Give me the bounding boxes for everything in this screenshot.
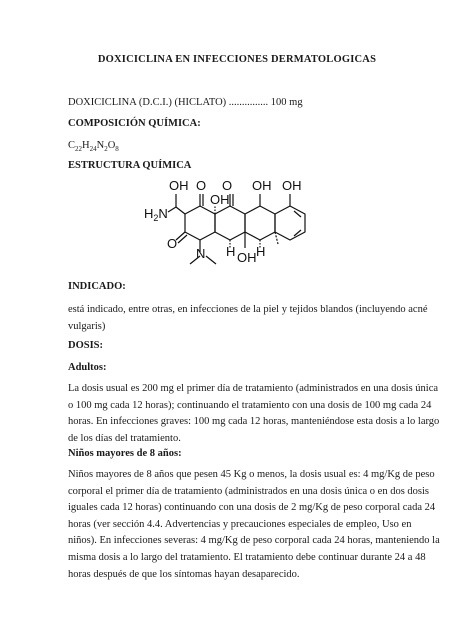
dosis-heading: DOSIS: — [68, 340, 104, 351]
ninos-paragraph: Niños mayores de 8 años que pesen 45 Kg o menos, la dosis usual es: 4 mg/Kg de peso corporal el primer día de tratamiento (administrados en una dosis única o en dos dosis iguales cada 12 horas) continuando con una dosis de 2 mg/Kg de peso corporal cada 24 horas (ver sección 4.4. Advertencias y precauciones especiales de empleo, Uso en niños). En infecciones severas: 4 mg/Kg de peso corporal cada 24 horas, manteniendo la misma dosis a lo largo del tratamiento. El tratamiento debe continuar durante 24 a 48 horas después de que los síntomas hayan desaparecido. — [68, 469, 440, 580]
adultos-paragraph: La dosis usual es 200 mg el primer día de tratamiento (administrados en una dosis única o 100 mg cada 12 horas); continuando el tratamiento con una dosis de 100 mg cada 24 horas. En infecciones graves: 100 mg cada 12 horas, manteniéndose esta dosis a lo largo de los días del tratamiento. — [68, 383, 440, 444]
label-h2n: $H_2N$ — [144, 206, 168, 223]
indicado-paragraph: está indicado, entre otras, en infecciones de la piel y tejidos blandos (incluyendo acné vulgaris) — [68, 304, 428, 332]
document-title: DOXICICLINA EN INFECCIONES DERMATOLOGICAS — [97, 54, 377, 65]
ninos-heading: Niños mayores de 8 años: — [68, 448, 182, 459]
indicado-heading: INDICADO: — [68, 281, 126, 292]
structure-heading: ESTRUCTURA QUÍMICA — [68, 160, 192, 171]
doxycycline-structure-diagram — [140, 172, 340, 272]
dose-amount: 100 mg — [270, 97, 303, 108]
label-h-1: H — [226, 244, 236, 259]
composition-heading: COMPOSICIÓN QUÍMICA: — [68, 118, 201, 129]
label-o-3: O — [167, 236, 178, 251]
dose-line — [68, 97, 303, 108]
label-oh-2: OH — [210, 192, 230, 207]
molecular-formula: $C_{22}H_{24}N_2O_8$ — [68, 140, 119, 154]
label-oh-4: OH — [282, 178, 302, 193]
drug-name: DOXICICLINA (D.C.I.) (HICLATO) — [68, 97, 227, 108]
label-n: N — [196, 246, 206, 261]
label-o-2: O — [222, 178, 233, 193]
label-oh-5: OH — [237, 250, 257, 265]
label-oh-3: OH — [252, 178, 272, 193]
adultos-heading: Adultos: — [68, 362, 107, 373]
label-oh-1: OH — [169, 178, 189, 193]
dose-leader-dots: ............... — [228, 97, 269, 108]
label-o-1: O — [196, 178, 207, 193]
label-h-2: H — [256, 244, 266, 259]
